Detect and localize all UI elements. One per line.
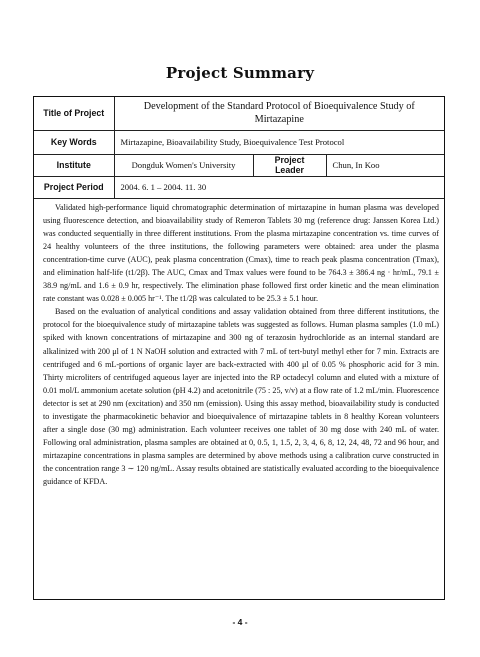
project-info-table bbox=[34, 97, 444, 199]
leader-value: Chun, In Koo bbox=[326, 154, 444, 176]
row-period bbox=[34, 176, 444, 198]
keywords-value: Mirtazapine, Bioavailability Study, Bioequivalence Test Protocol bbox=[114, 130, 444, 154]
period-value: 2004. 6. 1 – 2004. 11. 30 bbox=[114, 176, 444, 198]
row-title bbox=[34, 97, 444, 130]
row-institute bbox=[34, 154, 444, 176]
leader-label: Project Leader bbox=[253, 154, 326, 176]
summary-paragraph-1: Validated high-performance liquid chromatographic determination of mirtazapine in human plasma was developed using fluorescence detection, and bioavailability study of Remeron Tablets 30 mg (reference drug: Janssen Korea Ltd.) was conducted sequentially in three different institutions. From the plasma mirtazapine concentration vs. time curves of 24 healthy volunteers of the three institutions, the following parameters were obtained: area under the plasma concentration-time curve (AUC), peak plasma concentration (Cmax), time to reach peak plasma concentration (Tmax), and elimination half-life (t1/2β). The AUC, Cmax and Tmax values were found to be 764.3 ± 386.4 ng · hr/mL, 79.1 ± 38.9 ng/mL and 1.6 ± 0.9 hr, respectively. The elimination phase followed first order kinetic and the mean elimination rate constant was 0.028 ± 0.005 hr⁻¹. The t1/2β was calculated to be 25.3 ± 5.1 hour. bbox=[43, 203, 439, 304]
project-title-value: Development of the Standard Protocol of Bioequivalence Study of Mirtazapine bbox=[114, 97, 444, 130]
keywords-label: Key Words bbox=[34, 130, 114, 154]
summary-frame bbox=[33, 96, 445, 600]
summary-paragraph-2: Based on the evaluation of analytical conditions and assay validation obtained from three different institutions, the protocol for the bioequivalence study of mirtazapine tablets was suggested as follows. Human plasma samples (1.0 mL) spiked with known concentrations of mirtazapine and 300 ng of terazosin hydrochloride as an internal standard are alkalinized with 200 μl of 1 N NaOH solution and extracted with 7 mL of tert-butyl methyl ether for 7 min. Extracts are centrifuged and 6 mL-portions of organic layer are back-extracted with 400 μl of 0.05 % phosphoric acid for 3 min. Thirty microliters of centrifuged aqueous layer are injected into the RP octadecyl column and eluted with a mixture of 0.01 mol/L ammonium acetate solution (pH 4.2) and acetonitrile (75 : 25, v/v) at a flow rate of 1.2 mL/min. Fluorescence detector is set at 290 nm (excitation) and 350 nm (emission). Using this assay method, bioavailability study is conducted to investigate the pharmacokinetic behavior and bioequivalence of mirtazapine tablets in 8 healthy Korean volunteers after a single dose (30 mg) administration. Each volunteer receives one tablet of 30 mg dose with 240 mL of water. Following oral administration, plasma samples are obtained at 0, 0.5, 1, 1.5, 2, 3, 4, 6, 8, 12, 24, 48, 72 and 96 hour, and mirtazapine concentrations in plasma samples are determined by above methods using a calibration curve constructed in the concentration range 3 ∼ 120 ng/mL. Assay results obtained are statistically evaluated according to the bioequivalence guidance of KFDA. bbox=[43, 307, 439, 486]
page-title: Project Summary bbox=[165, 64, 315, 82]
institute-label: Institute bbox=[34, 154, 114, 176]
summary-body bbox=[43, 201, 439, 488]
page-number: - 4 - bbox=[232, 617, 248, 627]
institute-value: Dongduk Women's University bbox=[114, 154, 253, 176]
row-keywords bbox=[34, 130, 444, 154]
period-label: Project Period bbox=[34, 176, 114, 198]
title-label: Title of Project bbox=[34, 97, 114, 130]
